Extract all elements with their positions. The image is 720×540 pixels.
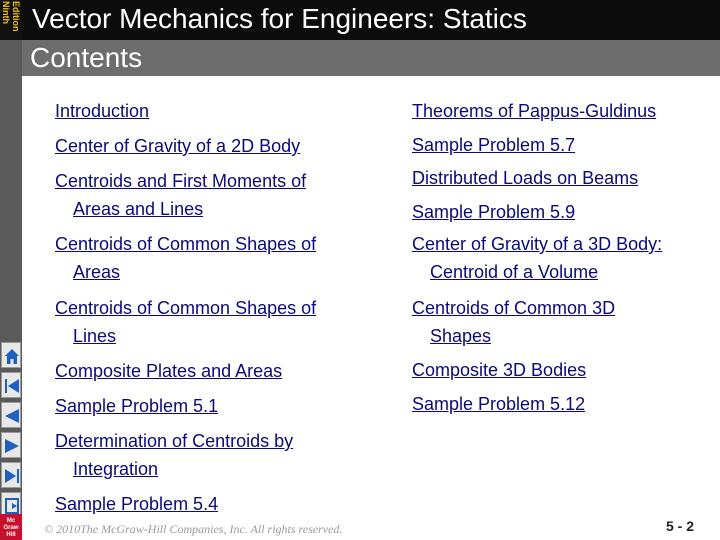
section-bar — [22, 40, 720, 76]
home-button[interactable] — [1, 342, 21, 368]
edition-line-2: Edition — [11, 1, 21, 32]
section-title: Contents — [30, 42, 143, 73]
toc-link-composite-plates[interactable] — [55, 357, 282, 385]
toc-link-label: Sample Problem 5.12 — [412, 394, 586, 414]
page-number: 5 - 2 — [666, 518, 695, 534]
toc-link-label: Distributed Loads on Beams — [412, 168, 639, 188]
toc-link-label: Center of Gravity of a 2D Body — [55, 136, 301, 156]
toc-link-composite-3d-bodies[interactable] — [412, 356, 586, 384]
toc-link-label: Determination of Centroids by — [55, 431, 294, 451]
last-slide-button[interactable] — [1, 462, 21, 488]
toc-link-label: Introduction — [55, 101, 150, 121]
toc-link-label: Composite 3D Bodies — [412, 360, 587, 380]
toc-link-label: Sample Problem 5.7 — [412, 135, 576, 155]
toc-link-label: Sample Problem 5.1 — [55, 396, 219, 416]
title-bar — [22, 0, 720, 40]
first-slide-icon — [2, 373, 22, 399]
toc-link-label: Sample Problem 5.4 — [55, 494, 219, 514]
toc-link-sample-problem-5-7[interactable] — [412, 131, 575, 159]
logo-line-3: Hill — [6, 532, 16, 538]
last-slide-icon — [2, 463, 22, 489]
edition-line-1: Ninth — [1, 1, 11, 24]
toc-link-label: Centroids of Common 3D — [412, 298, 616, 318]
logo-line-2: Graw — [3, 525, 19, 531]
previous-slide-icon — [2, 403, 22, 429]
toc-link-label-continued: Areas and Lines — [73, 199, 204, 219]
toc-link-label: Sample Problem 5.9 — [412, 202, 576, 222]
toc-link-introduction[interactable] — [55, 97, 149, 125]
toc-link-label: Center of Gravity of a 3D Body: — [412, 234, 663, 254]
next-slide-button[interactable] — [1, 432, 21, 458]
toc-link-label: Centroids of Common Shapes of — [55, 234, 317, 254]
toc-link-label: Theorems of Pappus-Guldinus — [412, 101, 657, 121]
toc-link-sample-problem-5-4[interactable] — [55, 490, 218, 518]
toc-link-common-shapes-areas[interactable] — [55, 230, 316, 286]
first-slide-button[interactable] — [1, 372, 21, 398]
toc-link-centroids-first-moments[interactable] — [55, 167, 306, 223]
edition-badge — [0, 0, 22, 40]
copyright-notice: © 2010The McGraw-Hill Companies, Inc. All rights reserved. — [44, 522, 343, 536]
toc-link-label-continued: Shapes — [430, 326, 492, 346]
toc-link-sample-problem-5-1[interactable] — [55, 392, 218, 420]
logo-line-1: Mc — [6, 518, 16, 524]
navigation-sidebar — [0, 40, 22, 540]
toc-link-label-continued: Areas — [73, 262, 121, 282]
toc-link-label-continued: Integration — [73, 459, 159, 479]
toc-link-sample-problem-5-9[interactable] — [412, 198, 575, 226]
toc-link-pappus-guldinus[interactable] — [412, 97, 656, 125]
toc-link-label-continued: Lines — [73, 326, 117, 346]
toc-link-label: Centroids and First Moments of — [55, 171, 307, 191]
toc-link-common-shapes-lines[interactable] — [55, 294, 316, 350]
next-slide-icon — [2, 433, 22, 459]
book-title: Vector Mechanics for Engineers: Statics — [32, 3, 527, 34]
toc-link-label-continued: Centroid of a Volume — [430, 262, 599, 282]
toc-link-center-of-gravity-3d[interactable] — [412, 230, 662, 286]
home-icon — [2, 343, 22, 369]
toc-link-center-of-gravity-2d[interactable] — [55, 132, 300, 160]
toc-link-sample-problem-5-12[interactable] — [412, 390, 585, 418]
toc-link-label: Composite Plates and Areas — [55, 361, 283, 381]
publisher-logo — [0, 514, 22, 540]
toc-link-common-3d-shapes[interactable] — [412, 294, 615, 350]
previous-slide-button[interactable] — [1, 402, 21, 428]
toc-link-label: Centroids of Common Shapes of — [55, 298, 317, 318]
toc-link-distributed-loads[interactable] — [412, 164, 638, 192]
toc-link-centroids-by-integration[interactable] — [55, 427, 293, 483]
